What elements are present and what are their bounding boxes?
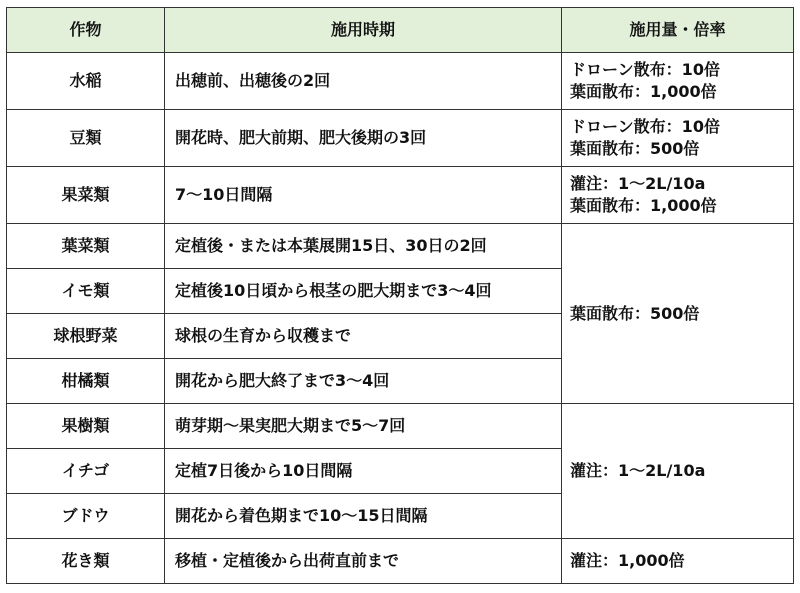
timing-cell: 定植後10日頃から根茎の肥大期まで3～4回 [165,269,562,314]
crop-cell: イモ類 [7,269,165,314]
header-crop: 作物 [7,8,165,53]
fertilizer-table-container [6,7,794,584]
amount-line: 葉面散布：500倍 [570,139,700,158]
amount-cell [562,53,794,110]
amount-line: 灌注：1～2L/10a [570,174,706,193]
timing-cell: 移植・定植後から出荷直前まで [165,539,562,584]
amount-line: ドローン散布：10倍 [570,117,720,136]
table-row [7,539,794,584]
timing-cell: 開花から肥大終了まで3～4回 [165,359,562,404]
amount-line: 葉面散布：1,000倍 [570,196,717,215]
amount-line: 葉面散布：1,000倍 [570,82,717,101]
header-amount: 施用量・倍率 [562,8,794,53]
crop-cell: 花き類 [7,539,165,584]
timing-cell: 球根の生育から収穫まで [165,314,562,359]
crop-cell: ブドウ [7,494,165,539]
crop-cell: 豆類 [7,110,165,167]
amount-cell [562,110,794,167]
table-row [7,110,794,167]
amount-cell [562,167,794,224]
crop-cell: 球根野菜 [7,314,165,359]
amount-cell: 灌注：1,000倍 [562,539,794,584]
timing-cell: 萌芽期～果実肥大期まで5～7回 [165,404,562,449]
timing-cell: 定植7日後から10日間隔 [165,449,562,494]
crop-cell: 水稲 [7,53,165,110]
crop-cell: 果樹類 [7,404,165,449]
table-row [7,404,794,449]
timing-cell: 定植後・または本葉展開15日、30日の2回 [165,224,562,269]
table-row [7,53,794,110]
timing-cell: 開花時、肥大前期、肥大後期の3回 [165,110,562,167]
table-header-row [7,8,794,53]
timing-cell: 7～10日間隔 [165,167,562,224]
crop-cell: 果菜類 [7,167,165,224]
amount-cell-merged-fruit: 灌注：1～2L/10a [562,404,794,539]
crop-cell: 柑橘類 [7,359,165,404]
timing-cell: 出穂前、出穂後の2回 [165,53,562,110]
amount-cell-merged-leafy: 葉面散布：500倍 [562,224,794,404]
crop-cell: 葉菜類 [7,224,165,269]
table-row [7,167,794,224]
table-row [7,224,794,269]
timing-cell: 開花から着色期まで10～15日間隔 [165,494,562,539]
crop-cell: イチゴ [7,449,165,494]
amount-line: ドローン散布：10倍 [570,60,720,79]
fertilizer-application-table [6,7,794,584]
header-timing: 施用時期 [165,8,562,53]
